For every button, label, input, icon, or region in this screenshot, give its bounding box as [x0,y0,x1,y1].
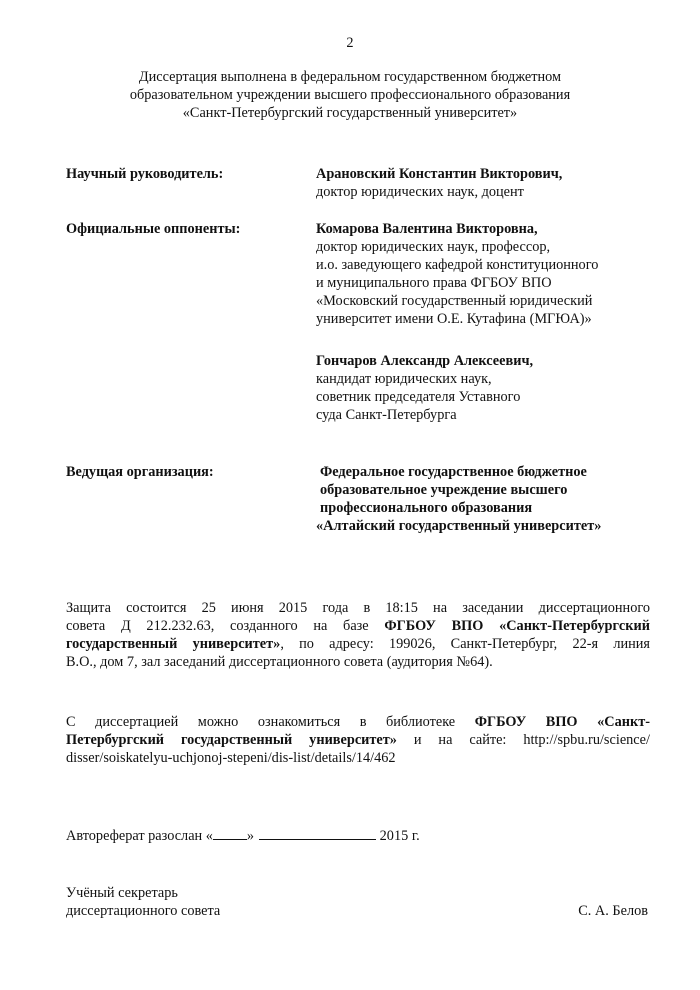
lead-org-block [316,463,650,535]
opponent-detail: «Московский государственный юридический [316,293,593,309]
defense-line: Защита состоится 25 июня 2015 года в 18:15 на заседании диссертационного [66,600,650,616]
defense-org: ФГБОУ ВПО «Санкт-Петербургский [384,618,650,634]
opponent-detail: университет имени О.Е. Кутафина (МГЮА)» [316,311,592,327]
opponents-label: Официальные оппоненты: [66,221,241,237]
header-line: Диссертация выполнена в федеральном государственном бюджетном [138,69,562,85]
secretary-title: диссертационного совета [66,903,221,919]
header-block [0,68,700,122]
lead-org-line: «Алтайский государственный университет» [316,518,602,534]
lead-org-line: профессионального образования [320,500,533,516]
defense-line [66,617,650,635]
abstract-prefix: Автореферат разослан « [66,828,213,844]
opponent-detail: и.о. заведующего кафедрой конституционного [316,257,599,273]
library-text: С диссертацией можно ознакомиться в библиотеке [66,714,475,730]
opponent-2 [316,352,533,424]
library-paragraph [66,713,650,767]
secretary-block [66,884,220,920]
library-org: Петербургский государственный университет» [66,732,397,748]
defense-line [66,635,650,653]
opponent-detail: доктор юридических наук, профессор, [316,239,551,255]
supervisor-label: Научный руководитель: [66,166,224,182]
abstract-suffix: 2015 г. [376,828,420,844]
header-line: образовательном учреждении высшего профессионального образования [129,87,571,103]
opponent-detail: и муниципального права ФГБОУ ВПО [316,275,552,291]
defense-text: , по адресу: 199026, Санкт-Петербург, 22-я линия [280,636,650,652]
supervisor-detail: доктор юридических наук, доцент [316,184,524,200]
header-line: «Санкт-Петербургский государственный университет» [182,105,518,121]
library-org: ФГБОУ ВПО «Санкт- [474,714,650,730]
opponent-name: Комарова Валентина Викторовна, [316,221,538,237]
library-text: и на сайте: http://spbu.ru/science/ [396,732,650,748]
defense-org: государственный университет» [66,636,281,652]
secretary-name: С. А. Белов [578,903,648,919]
abstract-mid: » [246,828,255,844]
defense-paragraph [66,599,650,671]
defense-line: В.О., дом 7, зал заседаний диссертационного совета (аудитория №64). [66,654,493,670]
opponent-detail: суда Санкт-Петербурга [316,407,457,423]
opponent-detail: кандидат юридических наук, [316,371,492,387]
defense-text: совета Д 212.232.63, созданного на базе [66,618,385,634]
lead-org-label: Ведущая организация: [66,464,214,480]
library-url: disser/soiskatelyu-uchjonoj-stepeni/dis-list/details/14/462 [66,750,396,766]
opponent-name: Гончаров Александр Алексеевич, [316,353,534,369]
month-blank [259,827,376,840]
supervisor-block [316,165,562,201]
lead-org-line: образовательное учреждение высшего [320,482,568,498]
abstract-line [66,827,420,845]
secretary-title: Учёный секретарь [66,885,178,901]
supervisor-name: Арановский Константин Викторович, [316,166,563,182]
day-blank [213,827,247,840]
library-line [66,713,650,731]
library-line [66,731,650,749]
opponent-1 [316,220,598,328]
lead-org-line: Федеральное государственное бюджетное [320,464,587,480]
page-number: 2 [346,35,354,51]
opponent-detail: советник председателя Уставного [316,389,521,405]
